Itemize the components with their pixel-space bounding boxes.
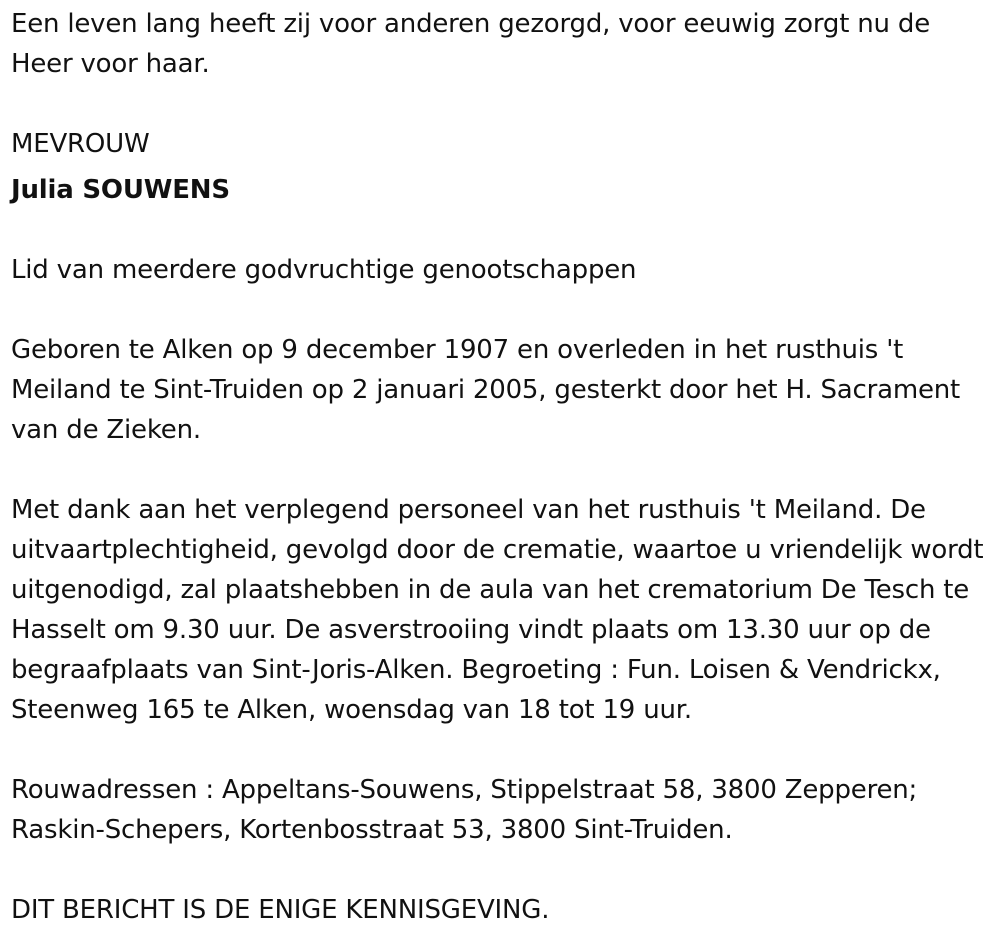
closing-text: DIT BERICHT IS DE ENIGE KENNISGEVING. bbox=[11, 895, 550, 925]
death-notice bbox=[11, 4, 986, 930]
addresses-text: Rouwadressen : Appeltans-Souwens, Stippelstraat 58, 3800 Zepperen; Raskin-Schepers, Kortenbosstraat 53, 3800 Sint-Truiden. bbox=[11, 775, 918, 845]
deceased-name: Julia SOUWENS bbox=[11, 175, 230, 205]
intro-text: Een leven lang heeft zij voor anderen gezorgd, voor eeuwig zorgt nu de Heer voor haar. bbox=[11, 9, 931, 79]
birth-death-text: Geboren te Alken op 9 december 1907 en overleden in het rusthuis 't Meiland te Sint-Truiden op 2 januari 2005, gesterkt door het H. Sacrament van de Zieken. bbox=[11, 335, 961, 445]
title-text: MEVROUW bbox=[11, 129, 150, 159]
membership-text: Lid van meerdere godvruchtige genootschappen bbox=[11, 255, 637, 285]
funeral-info-text: Met dank aan het verplegend personeel van het rusthuis 't Meiland. De uitvaartplechtigheid, gevolgd door de crematie, waartoe u vriendelijk wordt uitgenodigd, zal plaatshebben in de aula van het crematorium De Tesch te Hasselt om 9.30 uur. De asverstrooiing vindt plaats om 13.30 uur op de begraafplaats van Sint-Joris-Alken. Begroeting : Fun. Loisen & Vendrickx, Steenweg 165 te Alken, woensdag van 18 tot 19 uur. bbox=[11, 495, 984, 725]
